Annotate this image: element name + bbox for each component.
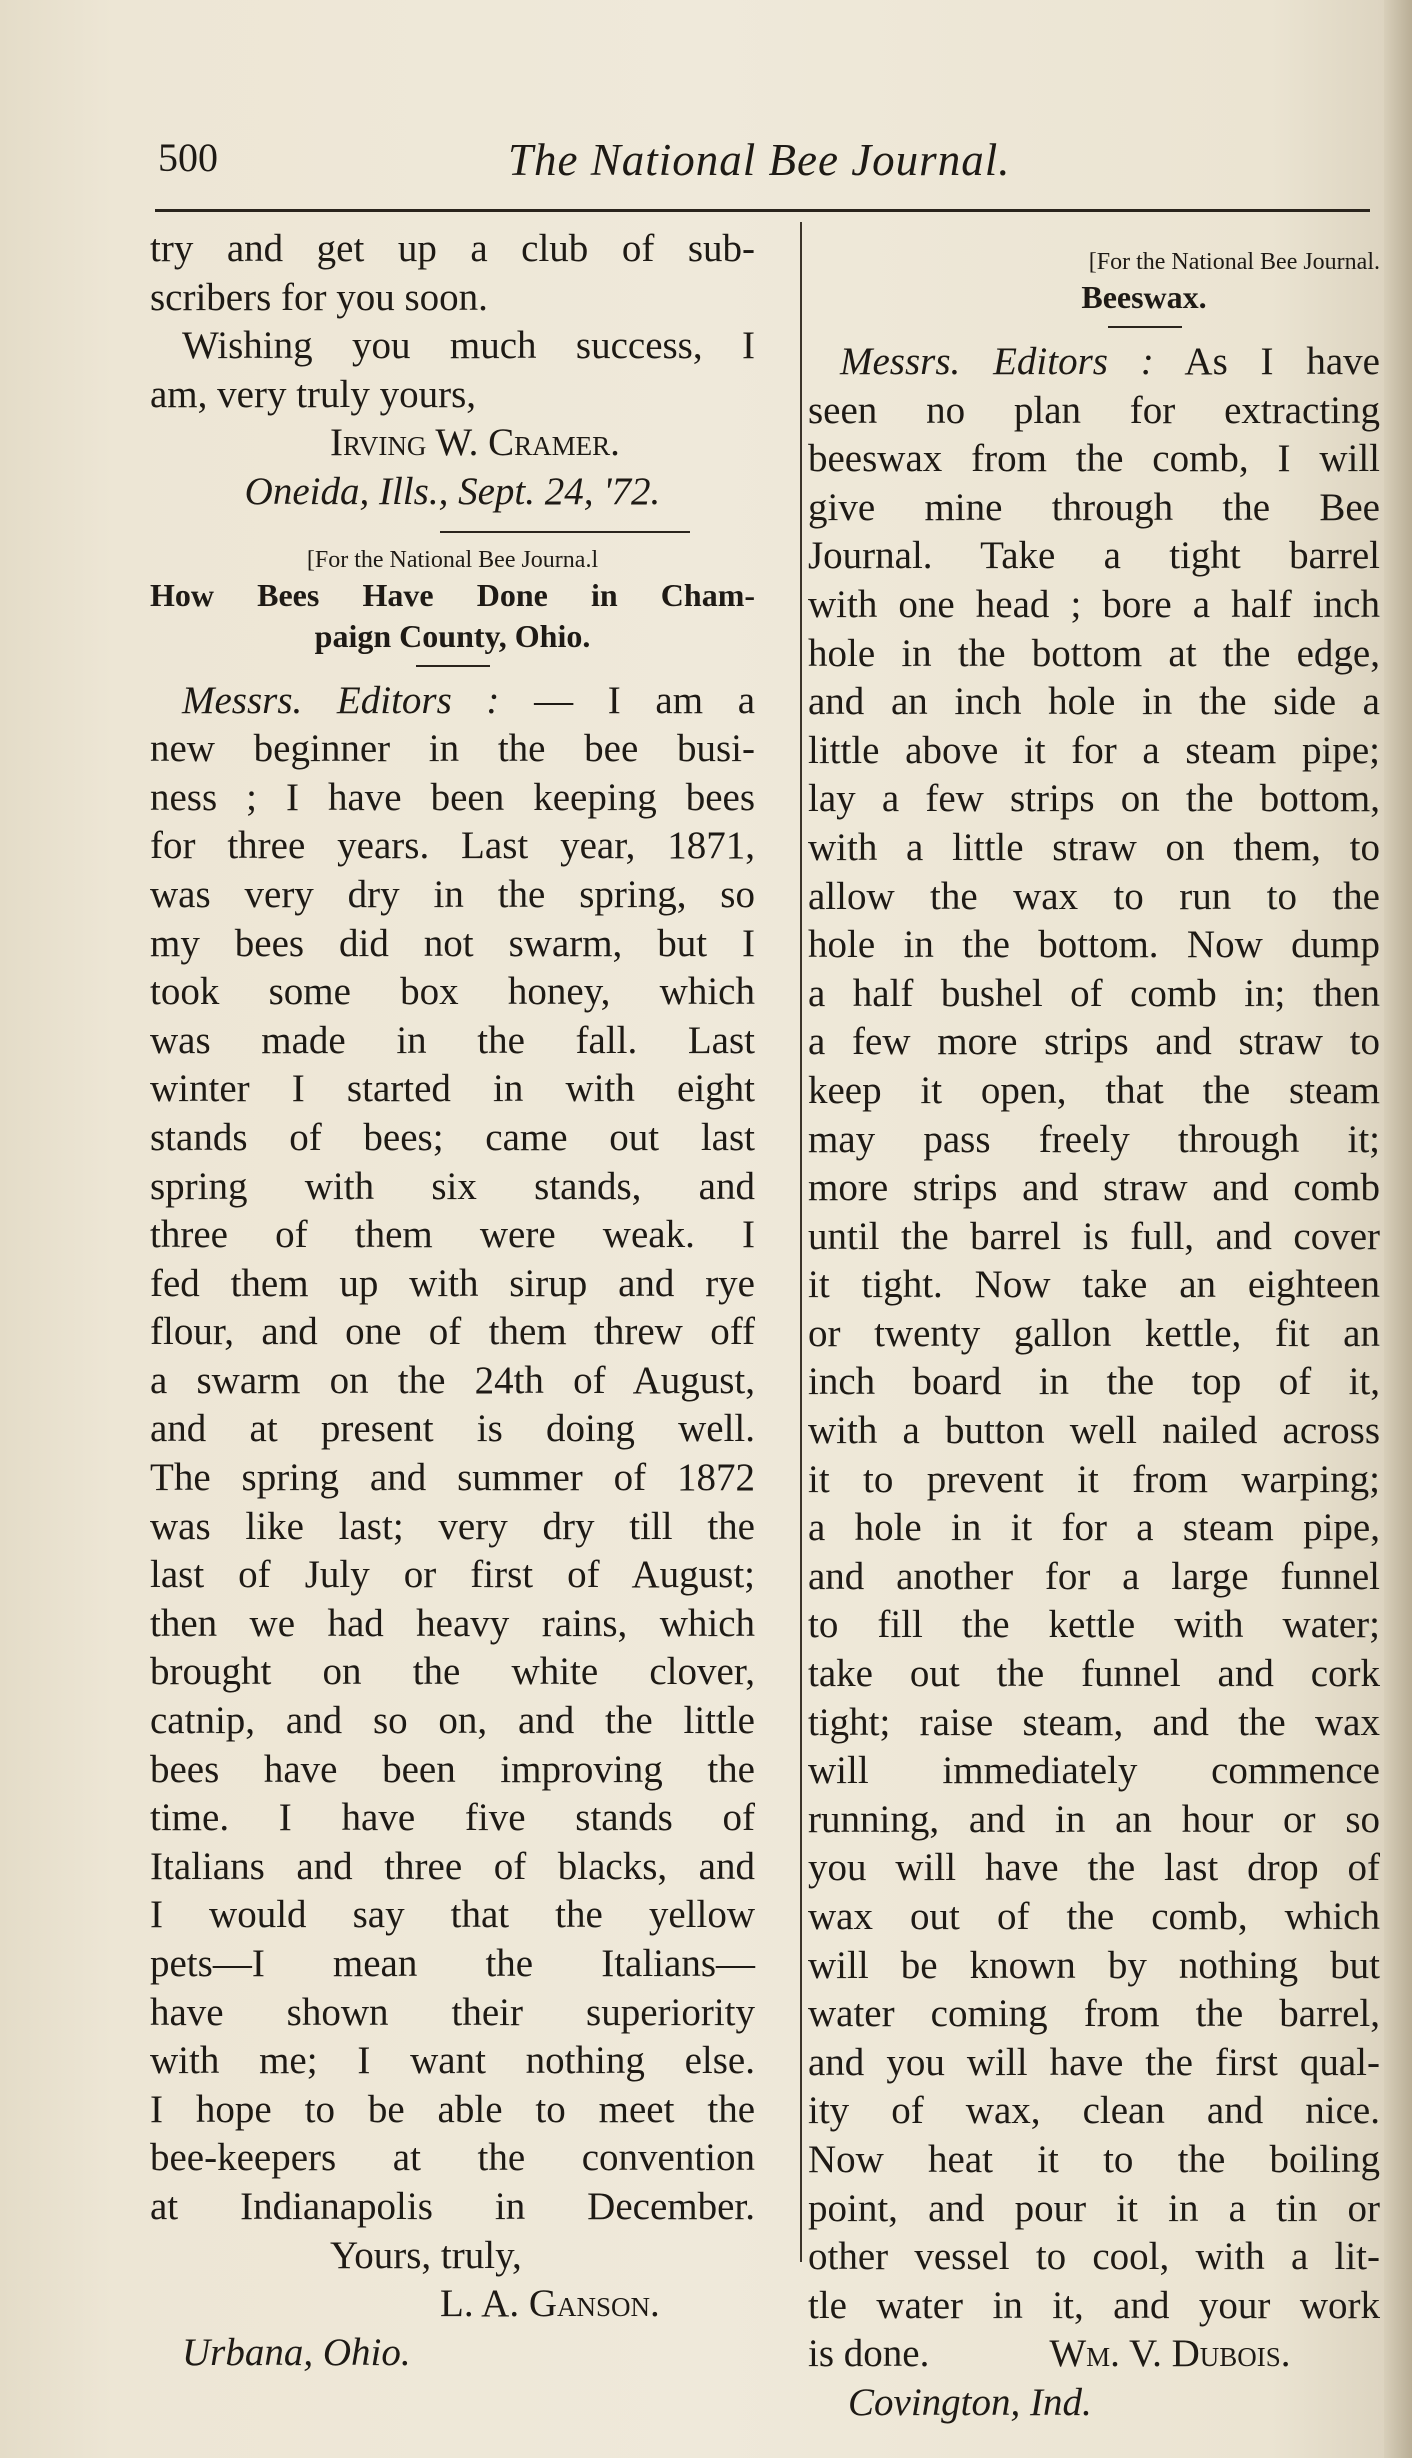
text-line: took some box honey, which — [150, 970, 755, 1014]
text-line: was like last; very dry till the — [150, 1504, 755, 1548]
text-line: or twenty gallon kettle, fit an — [808, 1311, 1380, 1355]
text-line: lay a few strips on the bottom, — [808, 777, 1380, 821]
text-line: and an inch hole in the side a — [808, 680, 1380, 724]
text-line: to fill the kettle with water; — [808, 1603, 1380, 1647]
text-line: wax out of the comb, which — [808, 1895, 1380, 1938]
text-line: I would say that the yellow — [150, 1893, 755, 1937]
text-line: at Indianapolis in December. — [150, 2184, 755, 2228]
text-line: hole in the bottom at the edge, — [808, 631, 1380, 675]
text-line: scribers for you soon. — [150, 275, 488, 319]
text-line: a hole in it for a steam pipe, — [808, 1506, 1380, 1550]
text-line: Now heat it to the boiling — [808, 2137, 1380, 2181]
header-rule — [155, 209, 1370, 212]
text-line: ity of wax, clean and nice. — [808, 2089, 1380, 2133]
place-date: Oneida, Ills., Sept. 24, '72. — [244, 469, 661, 513]
article-attribution: [For the National Bee Journa.l — [306, 546, 599, 573]
text-line: a half bushel of comb in; then — [808, 971, 1380, 1015]
text-line: try and get up a club of sub- — [150, 227, 755, 270]
text-line: may pass freely through it; — [808, 1117, 1380, 1161]
text-line: beeswax from the comb, I will — [808, 437, 1380, 481]
text-fragment: is done. — [808, 2332, 930, 2376]
text-line: with a button well nailed across — [808, 1409, 1380, 1453]
place: Covington, Ind. — [848, 2380, 1092, 2424]
text-line: other vessel to cool, with a lit- — [808, 2235, 1380, 2279]
text-line: with me; I want nothing else. — [150, 2039, 755, 2083]
text-line: inch board in the top of it, — [808, 1360, 1380, 1404]
page-edge — [1384, 0, 1412, 2458]
text-line: running, and in an hour or so — [808, 1797, 1380, 1841]
place: Urbana, Ohio. — [182, 2330, 411, 2374]
text-fragment: — I am a — [499, 678, 756, 722]
page-number: 500 — [158, 135, 218, 180]
article-attribution: [For the National Bee Journal. — [1088, 249, 1380, 275]
signature: Irving W. Cramer. — [330, 421, 620, 465]
text-line: The spring and summer of 1872 — [150, 1456, 755, 1500]
text-line: I hope to be able to meet the — [150, 2087, 755, 2131]
text-line: more strips and straw and comb — [808, 1166, 1380, 1210]
text-line: it to prevent it from warping; — [808, 1457, 1380, 1501]
text-line: winter I started in with eight — [150, 1067, 755, 1111]
title-line: paign County, Ohio. — [314, 617, 591, 654]
text-line: tight; raise steam, and the wax — [808, 1700, 1380, 1744]
text-line: for three years. Last year, 1871, — [150, 824, 755, 868]
running-title: The National Bee Journal. — [508, 135, 1011, 185]
text-line: Journal. Take a tight barrel — [808, 534, 1380, 578]
text-line: fed them up with sirup and rye — [150, 1261, 755, 1305]
text-line: until the barrel is full, and cover — [808, 1214, 1380, 1258]
text-line: Wishing you much success, I — [182, 324, 755, 368]
text-line: catnip, and so on, and the little — [150, 1699, 755, 1743]
text-line: take out the funnel and cork — [808, 1652, 1380, 1696]
text-line: my bees did not swarm, but I — [150, 921, 755, 965]
column-divider — [800, 222, 802, 2262]
text-line — [150, 677, 755, 726]
closing: Yours, truly, — [330, 2233, 522, 2277]
text-line: am, very truly yours, — [150, 372, 477, 416]
article-title — [150, 575, 755, 657]
text-line: with a little straw on them, to — [808, 825, 1380, 869]
title-line: How Bees Have Done in Cham- — [150, 576, 755, 613]
text-line: three of them were weak. I — [150, 1213, 755, 1257]
text-line: with one head ; bore a half inch — [808, 582, 1380, 626]
text-line: was made in the fall. Last — [150, 1018, 755, 1062]
text-line: stands of bees; came out last — [150, 1115, 755, 1159]
article-separator — [440, 531, 690, 533]
text-line: brought on the white clover, — [150, 1650, 755, 1694]
text-line: last of July or first of August; — [150, 1553, 755, 1597]
text-line: have shown their superiority — [150, 1990, 755, 2034]
text-line: hole in the bottom. Now dump — [808, 923, 1380, 967]
text-line: allow the wax to run to the — [808, 874, 1380, 918]
text-line: bees have been improving the — [150, 1747, 755, 1791]
text-line: will be known by nothing but — [808, 1943, 1380, 1987]
signature: Wm. V. Dubois. — [1049, 2332, 1291, 2376]
text-line: flour, and one of them threw off — [150, 1310, 755, 1354]
text-line: give mine through the Bee — [808, 485, 1380, 529]
text-line: spring with six stands, and — [150, 1164, 755, 1208]
text-line: Italians and three of blacks, and — [150, 1844, 755, 1888]
text-line: it tight. Now take an eighteen — [808, 1263, 1380, 1307]
left-column — [150, 225, 755, 2377]
salutation: Messrs. Editors : — [182, 678, 500, 722]
signature: L. A. Ganson. — [440, 2282, 660, 2326]
text-line: ness ; I have been keeping bees — [150, 775, 755, 819]
text-line: a swarm on the 24th of August, — [150, 1358, 755, 1402]
text-line: point, and pour it in a tin or — [808, 2186, 1380, 2230]
salutation: Messrs. Editors : — [840, 340, 1154, 383]
text-line — [808, 2330, 1380, 2379]
text-line: new beginner in the bee busi- — [150, 727, 755, 771]
text-line: little above it for a steam pipe; — [808, 728, 1380, 772]
text-line: then we had heavy rains, which — [150, 1601, 755, 1645]
text-line: you will have the last drop of — [808, 1846, 1380, 1890]
text-line: will immediately commence — [808, 1749, 1380, 1793]
text-line: a few more strips and straw to — [808, 1020, 1380, 1064]
text-line: water coming from the barrel, — [808, 1992, 1380, 2036]
text-line: keep it open, that the steam — [808, 1068, 1380, 1112]
text-line: was very dry in the spring, so — [150, 872, 755, 916]
text-line: and at present is doing well. — [150, 1407, 755, 1451]
text-line — [808, 338, 1380, 387]
text-line: tle water in it, and your work — [808, 2283, 1380, 2327]
title-rule — [1108, 326, 1182, 328]
text-line: bee-keepers at the convention — [150, 2136, 755, 2180]
text-line: and another for a large funnel — [808, 1554, 1380, 1598]
right-column — [808, 225, 1380, 2428]
text-fragment: As I have — [1153, 340, 1380, 383]
article-title: Beeswax. — [1081, 279, 1207, 315]
text-line: pets—I mean the Italians— — [150, 1942, 755, 1985]
text-line: time. I have five stands of — [150, 1796, 755, 1840]
page-header — [158, 128, 1368, 188]
text-line: seen no plan for extracting — [808, 388, 1380, 432]
title-rule — [416, 665, 490, 667]
text-line: and you will have the first qual- — [808, 2040, 1380, 2084]
